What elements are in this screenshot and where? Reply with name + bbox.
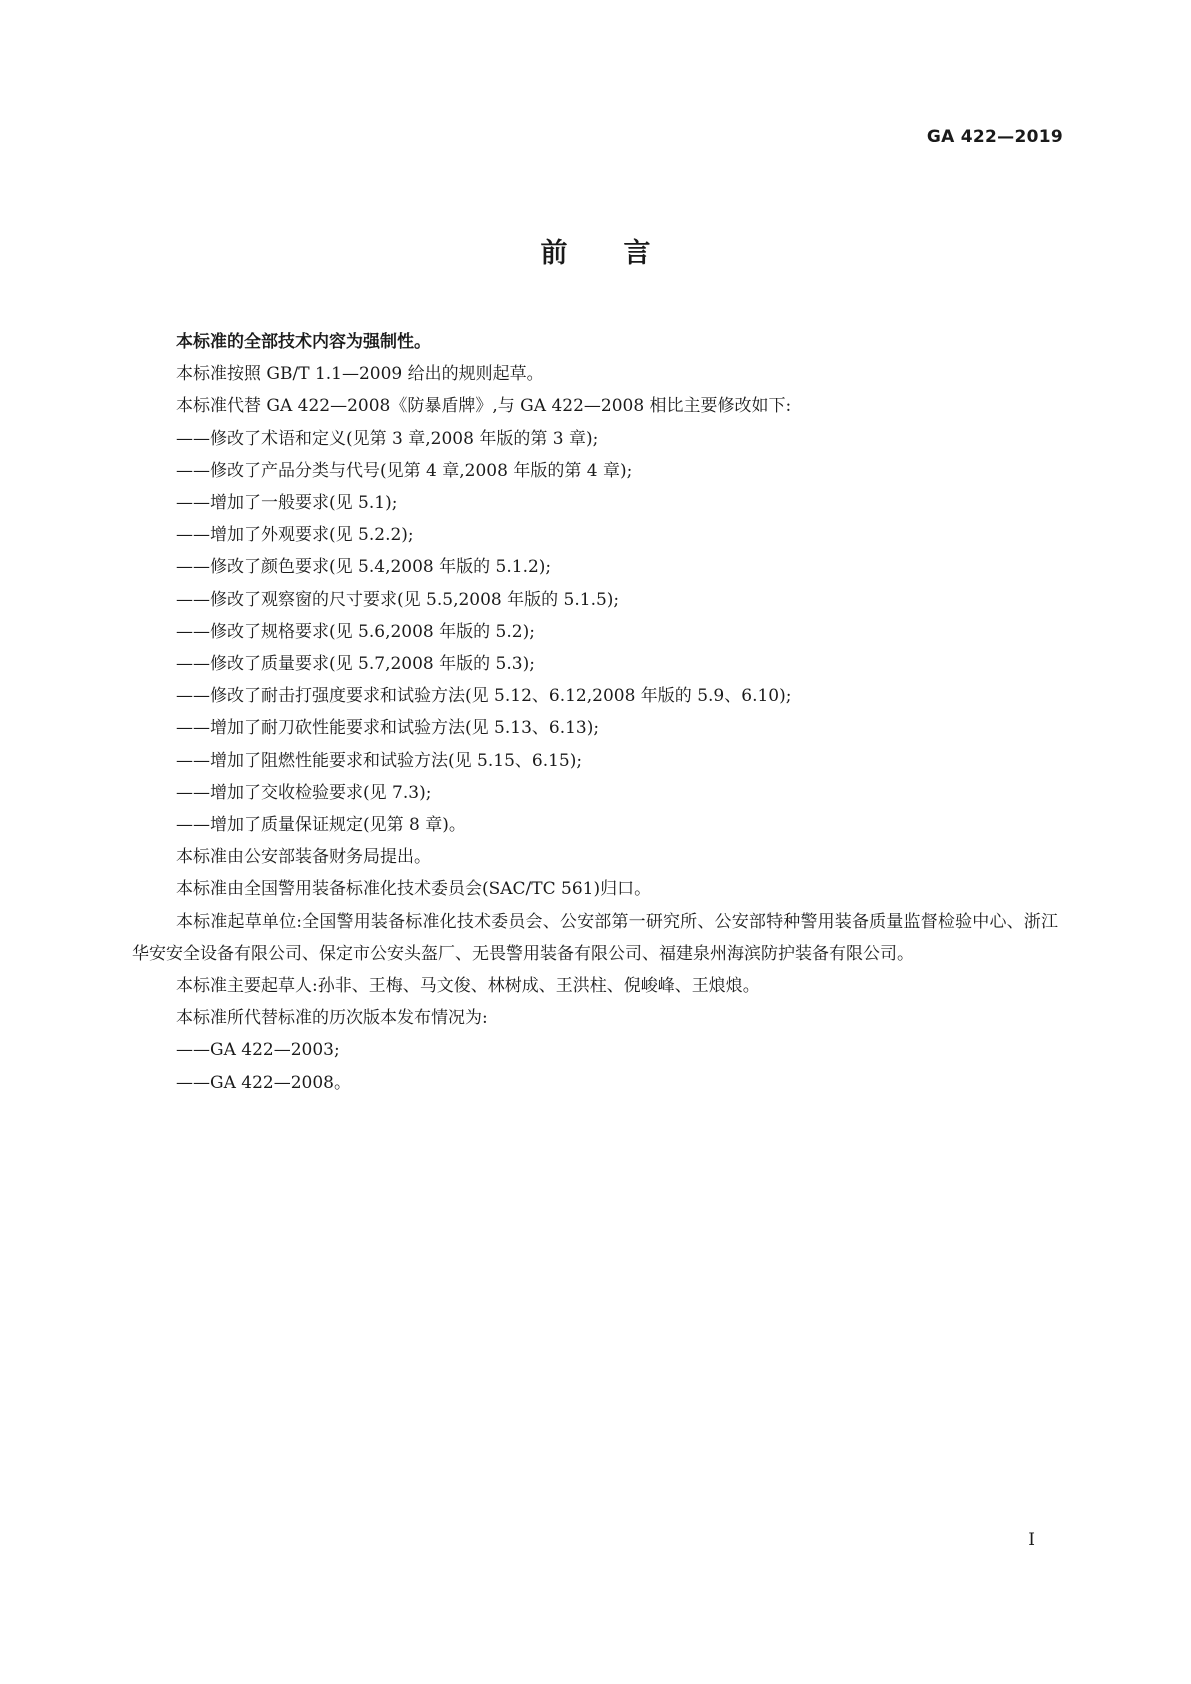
paragraph-drafters: 本标准主要起草人:孙非、王梅、马文俊、林树成、王洪柱、倪峻峰、王烺烺。: [176, 976, 760, 997]
version-item: ——GA 422—2008。: [176, 1072, 351, 1093]
paragraph-version-history: 本标准所代替标准的历次版本发布情况为:: [176, 1008, 488, 1029]
change-item: ——修改了规格要求(见 5.6,2008 年版的 5.2);: [176, 621, 535, 642]
change-item: ——修改了耐击打强度要求和试验方法(见 5.12、6.12,2008 年版的 5.9、6.10);: [176, 686, 792, 707]
change-item: ——修改了颜色要求(见 5.4,2008 年版的 5.1.2);: [176, 557, 552, 578]
paragraph-replacement: 本标准代替 GA 422—2008《防暴盾牌》,与 GA 422—2008 相比主要修改如下:: [176, 396, 792, 417]
page-number: I: [1028, 1530, 1035, 1550]
change-item: ——增加了一般要求(见 5.1);: [176, 493, 398, 514]
change-item: ——增加了交收检验要求(见 7.3);: [176, 782, 432, 803]
change-item: ——增加了外观要求(见 5.2.2);: [176, 525, 414, 546]
change-item: ——增加了耐刀砍性能要求和试验方法(见 5.13、6.13);: [176, 718, 600, 739]
paragraph-proposer: 本标准由公安部装备财务局提出。: [176, 847, 431, 868]
paragraph-mandatory-statement: 本标准的全部技术内容为强制性。: [176, 332, 431, 352]
foreword-body: [132, 326, 1058, 1099]
change-item: ——修改了观察窗的尺寸要求(见 5.5,2008 年版的 5.1.5);: [176, 589, 620, 610]
paragraph-drafting-rules: 本标准按照 GB/T 1.1—2009 给出的规则起草。: [176, 364, 544, 385]
change-item: ——修改了产品分类与代号(见第 4 章,2008 年版的第 4 章);: [176, 460, 633, 481]
change-item: ——增加了阻燃性能要求和试验方法(见 5.15、6.15);: [176, 750, 583, 771]
paragraph-centralized-management: 本标准由全国警用装备标准化技术委员会(SAC/TC 561)归口。: [176, 879, 652, 900]
page-title: 前言: [540, 238, 707, 269]
version-item: ——GA 422—2003;: [176, 1040, 340, 1061]
standard-number: GA 422—2019: [926, 127, 1063, 147]
change-item: ——修改了术语和定义(见第 3 章,2008 年版的第 3 章);: [176, 428, 599, 449]
paragraph-drafting-units: 本标准起草单位:全国警用装备标准化技术委员会、公安部第一研究所、公安部特种警用装备质量监督检验中心、浙江华安安全设备有限公司、保定市公安头盔厂、无畏警用装备有限公司、福建泉州海滨防护装备有限公司。: [132, 911, 1058, 964]
change-item: ——修改了质量要求(见 5.7,2008 年版的 5.3);: [176, 654, 535, 675]
change-item: ——增加了质量保证规定(见第 8 章)。: [176, 815, 466, 836]
